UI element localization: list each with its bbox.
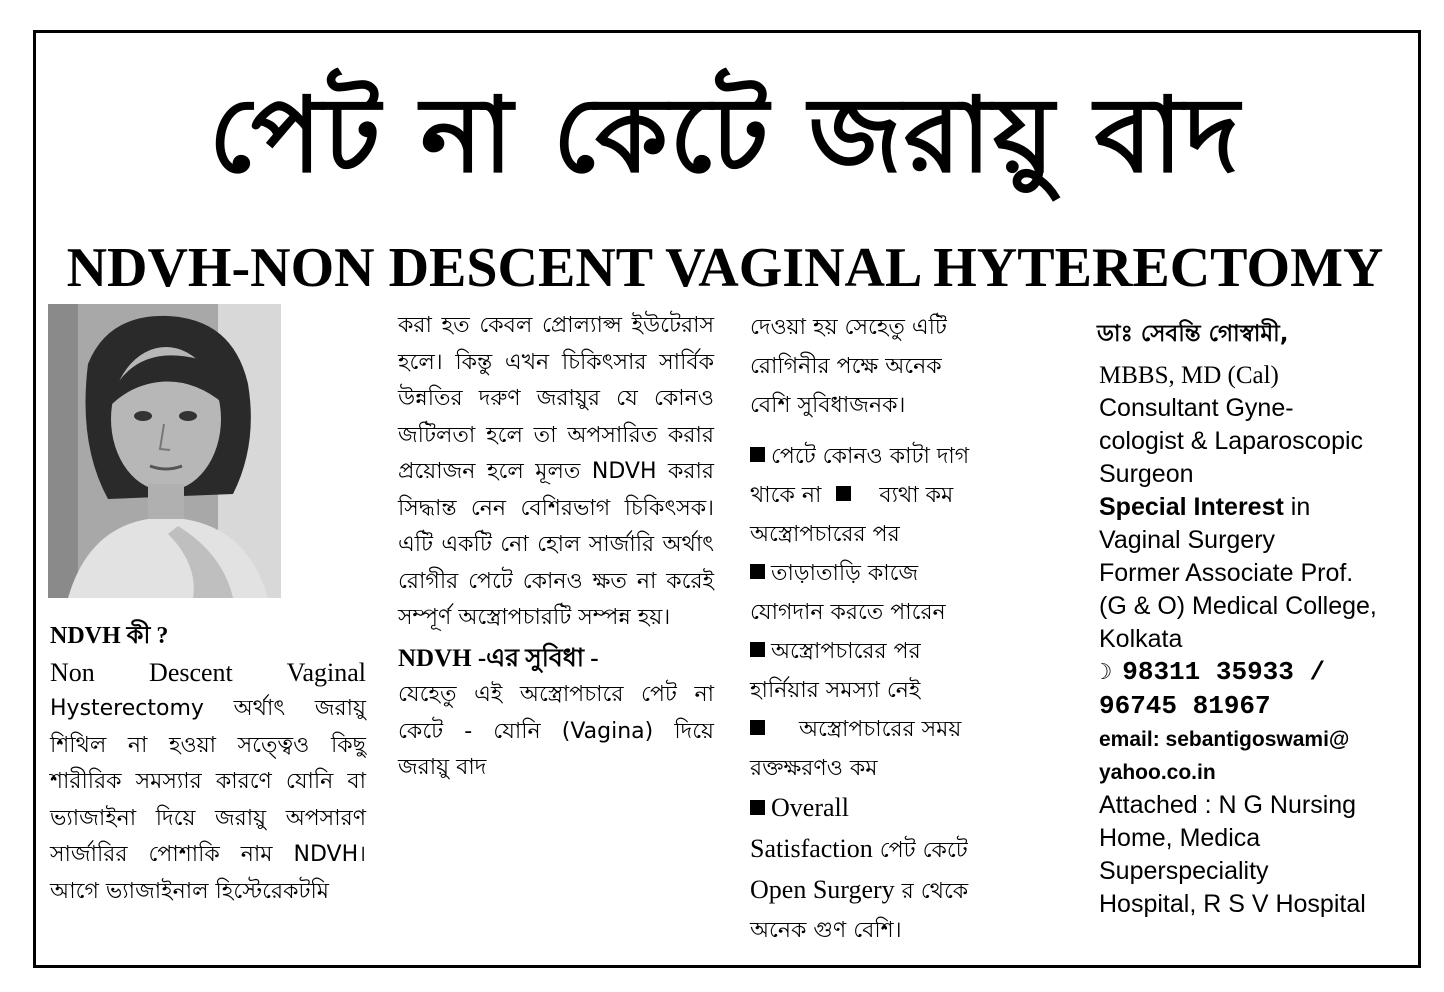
doctor-former: (G & O) Medical College, [1099,592,1377,620]
bullet-item: পেটে কোনও কাটা দাগ [750,437,1040,476]
bullet-item: থাকে না ব্যথা কম [750,483,954,508]
attached-hospitals: Hospital, R S V Hospital [1099,890,1366,918]
benefits-intro-text: যেহেতু এই অস্ত্রোপচারে পেট না কেটে - যোনি (Vagina) দিয়ে জরায়ু বাদ [398,682,714,780]
bullet-item: যোগদান করতে পারেন [750,600,946,625]
bullet-item: অস্ত্রোপচারের পর [750,632,1040,671]
bullet-item: অনেক গুণ বেশি। [750,918,902,943]
phone-number: 96745 81967 [1099,691,1271,721]
benefits-line: দেওয়া হয় সেহেতু এটি [750,315,947,340]
doctor-interest: Vaginal Surgery [1099,526,1276,554]
bullet-square-icon [750,564,765,579]
bullet-square-icon [836,486,851,501]
bullet-item: Satisfaction পেট কেটে [750,834,968,863]
bullet-square-icon [750,642,765,657]
benefits-line: রোগিনীর পক্ষে অনেক [750,354,942,379]
doctor-interest: Special Interest in [1099,493,1311,521]
attached-hospitals: Attached : N G Nursing [1099,791,1357,819]
attached-hospitals: Superspeciality [1099,857,1269,885]
bullet-item: হার্নিয়ার সমস্যা নেই [750,678,921,703]
definition-text: Hysterectomy অর্থাৎ জরায়ু শিথিল না হওয়া সত্ত্বেও কিছু শারীরিক সমস্যার কারণে যোনি বা ভ্যাজাইনা দিয়ে জরায়ু অপসারণ সার্জারির পোশাকি নাম NDVH। আগে ভ্যাজাইনাল হিস্টেরেকটমি [50,696,366,904]
bullet-item: Open Surgery র থেকে [750,875,969,904]
subheadline: NDVH-NON DESCENT VAGINAL HYTERECTOMY [66,237,1384,299]
bullet-item: অস্ত্রোপচারের সময় [750,710,1040,749]
bullet-item: Overall [750,788,1040,829]
doctor-name: ডাঃ সেবন্তি গোস্বামী, [1097,321,1289,347]
doctor-city: Kolkata [1099,625,1183,653]
bullet-item: রক্তক্ষরণও কম [750,756,878,781]
explanation-text: করা হত কেবল প্রোল্যাপ্স ইউটেরাস হলে। কিন্তু এখন চিকিৎসার সার্বিক উন্নতির দরুণ জরায়ুর যে কোনও জটিলতা হলে তা অপসারিত করার প্রয়োজন হলে মূলত NDVH করার সিদ্ধান্ত নেন বেশিরভাগ চিকিৎসক। এটি একটি নো হোল সার্জারি অর্থাৎ রোগীর পেটে কোনও ক্ষত না করেই সম্পূর্ণ অস্ত্রোপচারটি সম্পন্ন হয়। [398,313,714,630]
bullet-square-icon [750,447,765,462]
bullet-square-icon [750,720,765,735]
doctor-title: Consultant Gyne- [1099,394,1294,422]
phone-number: ☽ 98311 35933 / [1099,657,1326,687]
doctor-former: Former Associate Prof. [1099,559,1354,587]
doctor-title: cologist & Laparoscopic [1099,427,1364,455]
doctor-info [1099,318,1419,921]
column-explanation [398,308,714,787]
doctor-title: Surgeon [1099,460,1194,488]
email-address: email: sebantigoswami@ [1099,728,1350,751]
doctor-degree: MBBS, MD (Cal) [1099,362,1279,389]
benefits-line: বেশি সুবিধাজনক। [750,393,906,418]
headline: পেট না কেটে জরায়ু বাদ [208,74,1242,196]
email-address: yahoo.co.in [1099,761,1216,784]
question-heading: NDVH কী ? [50,623,169,649]
english-term: Non Descent Vaginal [50,657,366,687]
attached-hospitals: Home, Medica [1099,824,1261,852]
bullet-item: তাড়াতাড়ি কাজে [750,554,1040,593]
bullet-square-icon [750,800,765,815]
phone-icon: ☽ [1099,661,1113,686]
bullet-item: অস্ত্রোপচারের পর [750,522,900,547]
benefits-heading: NDVH -এর সুবিধা - [398,644,599,672]
column-benefits [750,308,1040,950]
doctor-photo [48,304,281,598]
column-what-is-ndvh [50,618,366,910]
